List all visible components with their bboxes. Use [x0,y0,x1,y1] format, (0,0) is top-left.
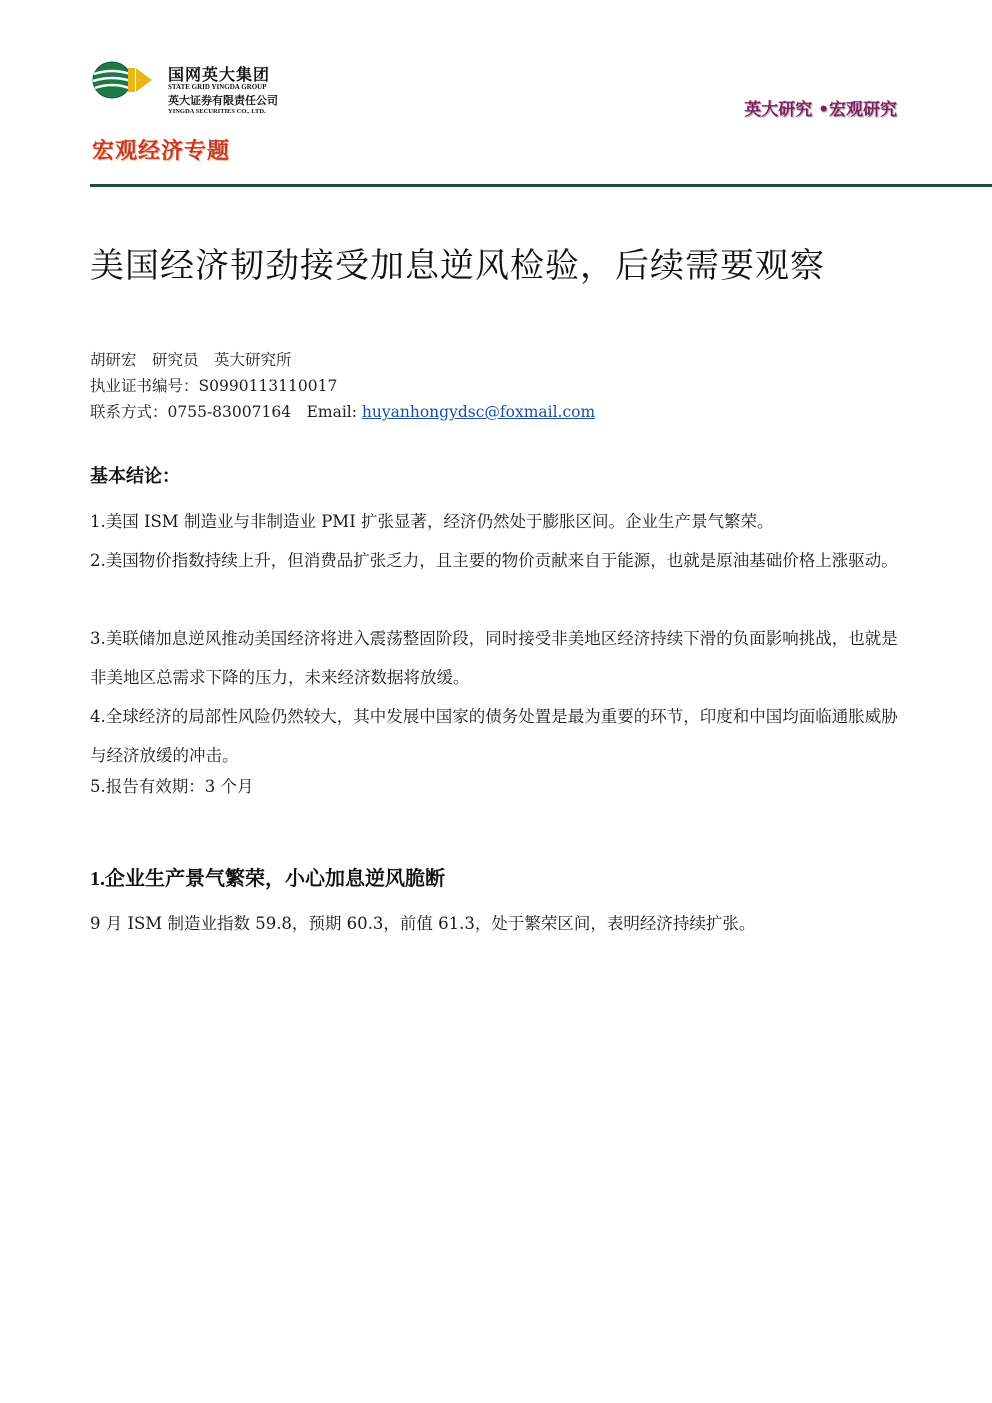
conclusion-item-5: 5.报告有效期：3 个月 [90,777,254,796]
logo-chinese-name: 国网英大集团 [168,65,271,84]
research-category-label: 英大研究 •宏观研究 [744,100,897,120]
contact-prefix: 联系方式：0755-83007164 Email: [90,403,362,421]
author-license-line: 执业证书编号：S0990113110017 [90,377,338,395]
report-type-label: 宏观经济专题 [92,139,231,164]
section-1-number: 1. [90,868,105,890]
section-1-heading [90,862,445,891]
author-contact-line [90,400,595,422]
logo-securities-name: 英大证券有限责任公司 [168,94,278,107]
conclusion-item-4: 4.全球经济的局部性风险仍然较大，其中发展中国家的债务处置是最为重要的环节，印度和中国均面临通胀威胁与经济放缓的冲击。 [90,707,898,765]
logo-english-name: STATE GRID YINGDA GROUP [168,83,267,91]
conclusion-item-1: 1.美国 ISM 制造业与非制造业 PMI 扩张显著，经济仍然处于膨胀区间。企业生产景气繁荣。 [90,512,774,531]
author-name-line: 胡研宏 研究员 英大研究所 [90,351,292,369]
conclusions-heading: 基本结论： [90,466,180,487]
section-1-title: 企业生产景气繁荣，小心加息逆风脆断 [105,866,445,890]
email-link[interactable]: huyanhongydsc@foxmail.com [361,403,596,421]
conclusion-item-2: 2.美国物价指数持续上升，但消费品扩张乏力，且主要的物价贡献来自于能源，也就是原油基础价格上涨驱动。 [90,551,898,570]
state-grid-logo-icon [92,60,154,100]
report-title: 美国经济韧劲接受加息逆风检验，后续需要观察 [90,246,825,286]
section-1-body: 9 月 ISM 制造业指数 59.8，预期 60.3，前值 61.3，处于繁荣区间，表明经济持续扩张。 [90,914,756,933]
logo-securities-english: YINGDA SECURITIES CO., LTD. [168,108,266,115]
conclusion-item-3: 3.美联储加息逆风推动美国经济将进入震荡整固阶段，同时接受非美地区经济持续下滑的负面影响挑战，也就是非美地区总需求下降的压力，未来经济数据将放缓。 [90,629,898,687]
header-divider [90,184,992,187]
company-logo [92,58,322,118]
